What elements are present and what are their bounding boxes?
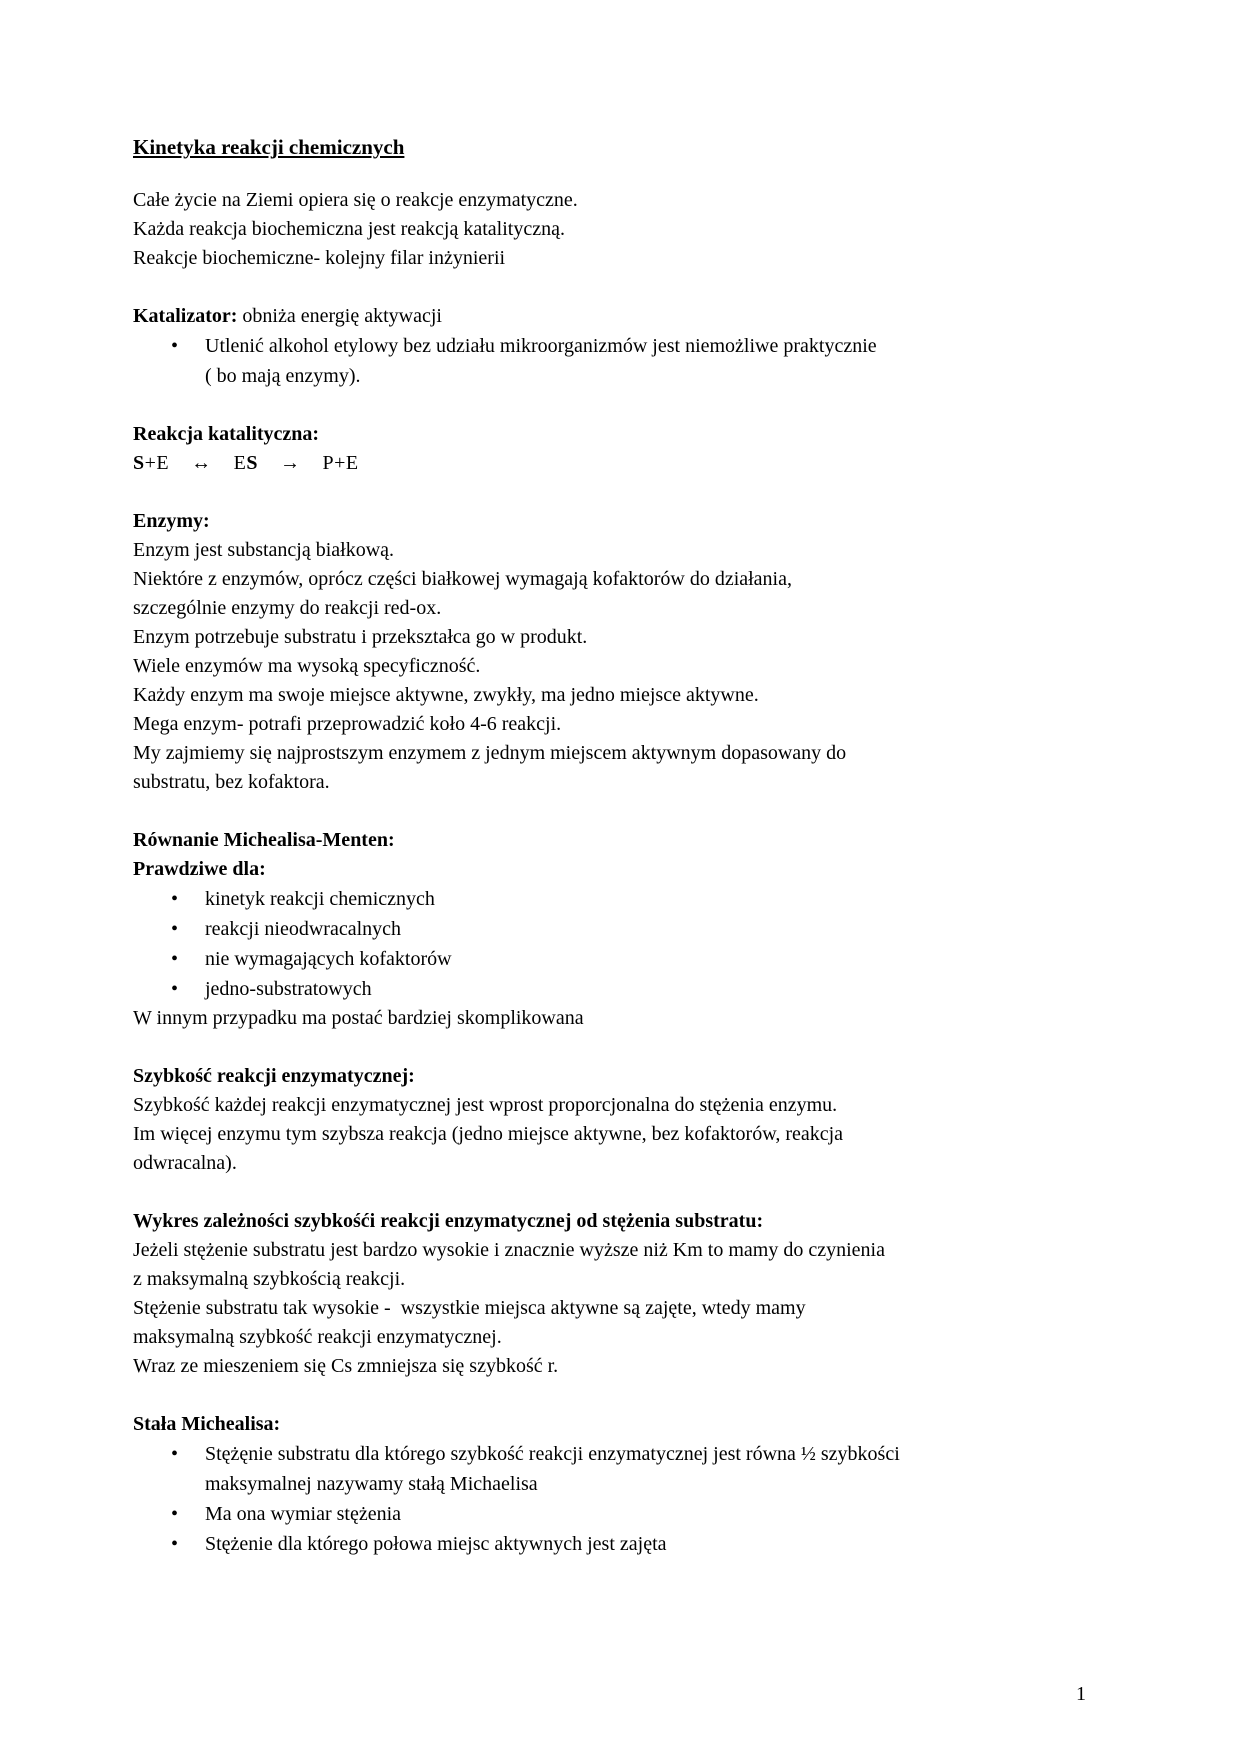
section-wykres	[133, 1207, 1110, 1381]
section-stala-michealisa	[133, 1410, 1110, 1559]
intro-line: Reakcje biochemiczne- kolejny filar inżynierii	[133, 247, 506, 269]
reaction-equation	[133, 449, 1110, 478]
wykres-line: maksymalną szybkość reakcji enzymatycznej.	[133, 1326, 502, 1348]
enzymy-line: My zajmiemy się najprostszym enzymem z jednym miejscem aktywnym dopasowany do	[133, 742, 847, 764]
bullet-line: • Utlenić alkohol etylowy bez udziału mikroorganizmów jest niemożliwe praktycznie	[205, 335, 877, 357]
document-title: Kinetyka reakcji chemicznych	[133, 135, 405, 159]
bullet-line: ( bo mają enzymy).	[205, 365, 361, 387]
bullet-line: • jedno-substratowych	[205, 978, 372, 1000]
page-number: 1	[1076, 1683, 1086, 1705]
enzymy-line: Enzym jest substancją białkową.	[133, 539, 395, 561]
section-katalizator	[133, 302, 1110, 391]
szybkosc-line: Im więcej enzymu tym szybsza reakcja (jedno miejsce aktywne, bez kofaktorów, reakcja	[133, 1123, 844, 1145]
rownanie-subheading: Prawdziwe dla:	[133, 858, 266, 880]
enzymy-line: Enzym potrzebuje substratu i przekształca go w produkt.	[133, 626, 588, 648]
equation-substrate: S	[133, 452, 145, 474]
section-enzymy	[133, 507, 1110, 797]
wykres-line: Jeżeli stężenie substratu jest bardzo wysokie i znacznie wyższe niż Km to mamy do czynienia	[133, 1239, 885, 1261]
katalizator-heading-rest: obniża energię aktywacji	[237, 305, 442, 327]
enzymy-line: Każdy enzym ma swoje miejsce aktywne, zwykły, ma jedno miejsce aktywne.	[133, 684, 759, 706]
reakcja-heading: Reakcja katalityczna:	[133, 423, 320, 445]
equation-complex-s: S	[246, 452, 258, 474]
szybkosc-line: Szybkość każdej reakcji enzymatycznej jest wprost proporcjonalna do stężenia enzymu.	[133, 1094, 838, 1116]
bullet-item	[133, 974, 1110, 1004]
rownanie-heading: Równanie Michealisa-Menten:	[133, 829, 395, 851]
wykres-line: Stężenie substratu tak wysokie - wszystkie miejsca aktywne są zajęte, wtedy mamy	[133, 1297, 806, 1319]
enzymy-line: Mega enzym- potrafi przeprowadzić koło 4-6 reakcji.	[133, 713, 562, 735]
bullet-line: • nie wymagających kofaktorów	[205, 948, 452, 970]
bullet-item	[133, 1529, 1110, 1559]
bullet-line: • Stężęnie substratu dla którego szybkość reakcji enzymatycznej jest równa ½ szybkości	[205, 1443, 900, 1465]
szybkosc-line: odwracalna).	[133, 1152, 237, 1174]
enzymy-line: szczególnie enzymy do reakcji red-ox.	[133, 597, 442, 619]
bullet-item	[133, 1499, 1110, 1529]
wykres-line: Wraz ze mieszeniem się Cs zmniejsza się szybkość r.	[133, 1355, 559, 1377]
katalizator-heading	[133, 302, 1110, 331]
section-reakcja-katalityczna	[133, 420, 1110, 478]
bullet-line: • reakcji nieodwracalnych	[205, 918, 402, 940]
bullet-line: • Ma ona wymiar stężenia	[205, 1503, 402, 1525]
enzymy-line: Wiele enzymów ma wysoką specyficzność.	[133, 655, 481, 677]
rownanie-footer: W innym przypadku ma postać bardziej skomplikowana	[133, 1007, 584, 1029]
enzymy-heading: Enzymy:	[133, 510, 210, 532]
intro-line: Całe życie na Ziemi opiera się o reakcje enzymatyczne.	[133, 189, 578, 211]
stala-bullet-list	[133, 1439, 1110, 1559]
section-rownanie-michealisa	[133, 826, 1110, 1033]
equation-tail: → P+E	[257, 452, 359, 474]
szybkosc-heading: Szybkość reakcji enzymatycznej:	[133, 1065, 415, 1087]
rownanie-bullet-list	[133, 884, 1110, 1004]
wykres-heading: Wykres zależności szybkośći reakcji enzymatycznej od stężenia substratu:	[133, 1210, 764, 1232]
bullet-line: maksymalnej nazywamy stałą Michaelisa	[205, 1473, 538, 1495]
katalizator-bullet-list	[133, 331, 1110, 391]
bullet-item	[133, 914, 1110, 944]
section-szybkosc	[133, 1062, 1110, 1178]
bullet-item	[133, 1439, 1110, 1499]
enzymy-line: substratu, bez kofaktora.	[133, 771, 330, 793]
bullet-item	[133, 884, 1110, 914]
bullet-item	[133, 331, 1110, 391]
bullet-line: • Stężenie dla którego połowa miejsc aktywnych jest zajęta	[205, 1533, 667, 1555]
intro-paragraph	[133, 186, 1110, 273]
intro-line: Każda reakcja biochemiczna jest reakcją katalityczną.	[133, 218, 565, 240]
enzymy-line: Niektóre z enzymów, oprócz części białkowej wymagają kofaktorów do działania,	[133, 568, 792, 590]
katalizator-heading-bold: Katalizator:	[133, 305, 238, 327]
bullet-item	[133, 944, 1110, 974]
bullet-line: • kinetyk reakcji chemicznych	[205, 888, 435, 910]
equation-mid: +E ↔ E	[144, 452, 247, 474]
wykres-line: z maksymalną szybkością reakcji.	[133, 1268, 406, 1290]
stala-heading: Stała Michealisa:	[133, 1413, 281, 1435]
